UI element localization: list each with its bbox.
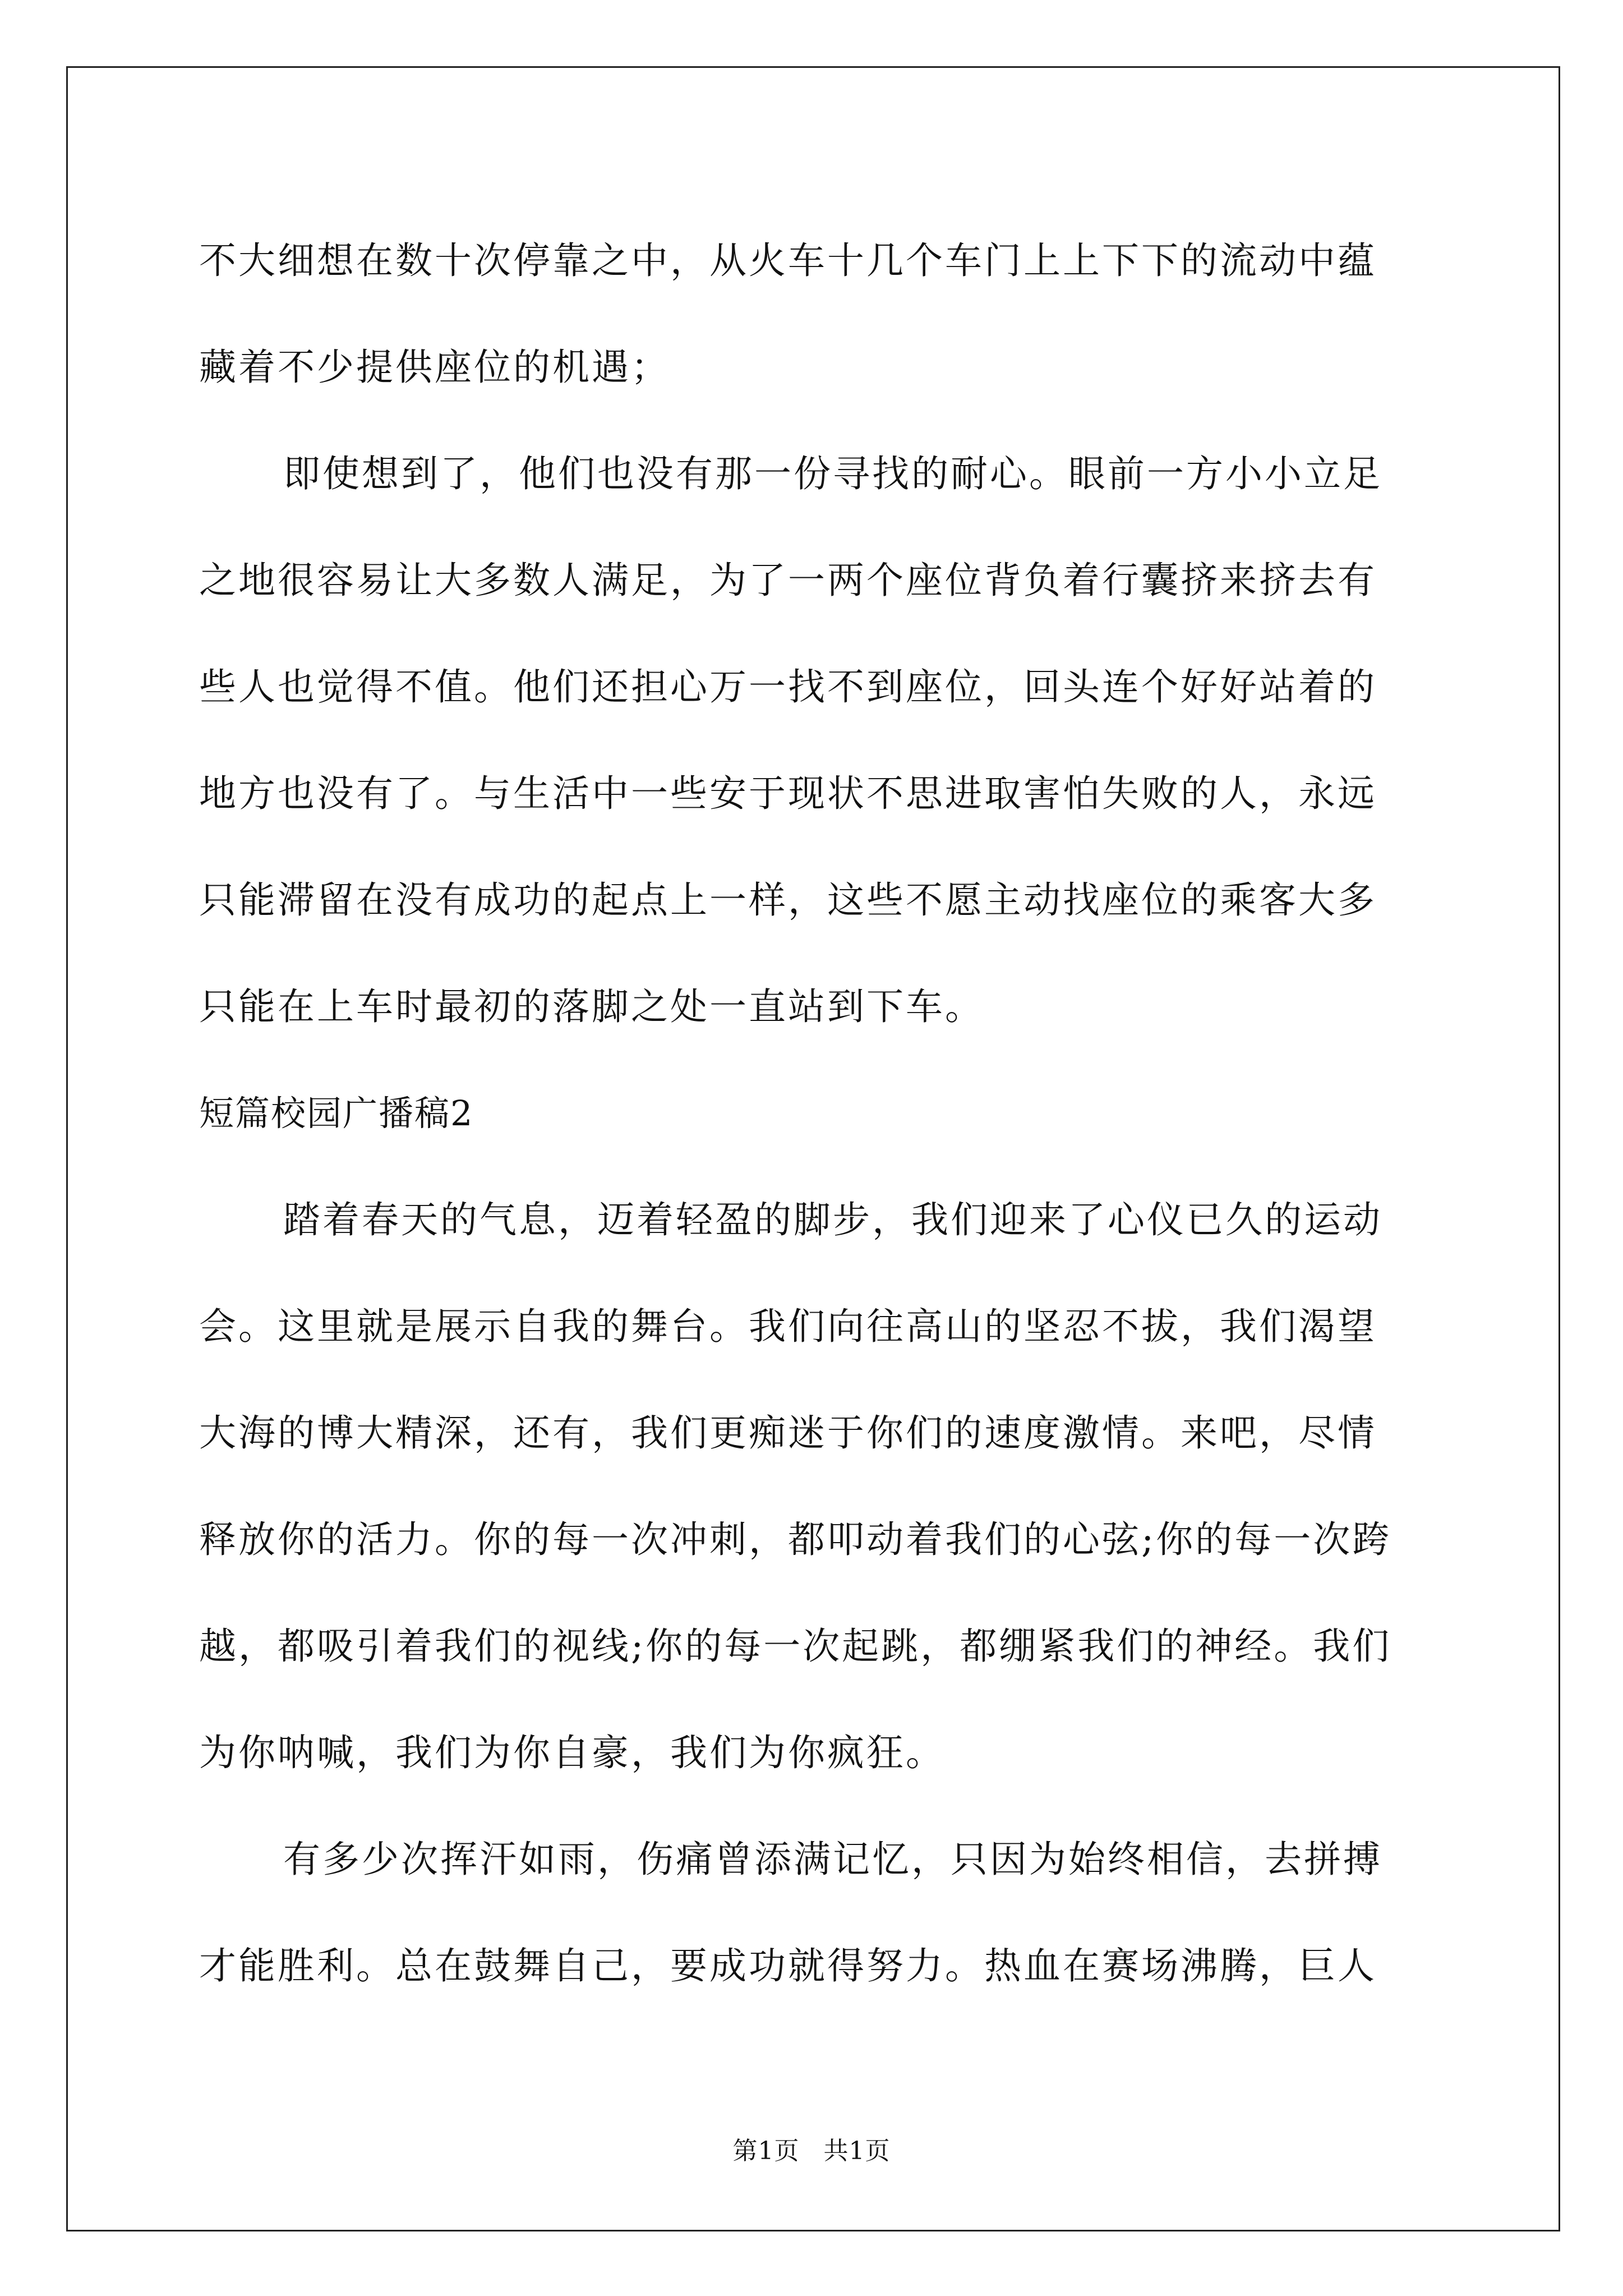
document-body xyxy=(199,208,1433,2019)
text-line: 大海的博大精深，还有，我们更痴迷于你们的速度激情。来吧，尽情 xyxy=(199,1411,1377,1455)
text-line: 只能滞留在没有成功的起点上一样，这些不愿主动找座位的乘客大多 xyxy=(199,878,1377,922)
text-line: 释放你的活力。你的每一次冲刺，都叩动着我们的心弦;你的每一次跨 xyxy=(199,1518,1392,1561)
text-line: 不大细想在数十次停靠之中，从火车十几个车门上上下下的流动中蕴 xyxy=(199,239,1377,282)
text-line: 为你呐喊，我们为你自豪，我们为你疯狂。 xyxy=(199,1731,945,1774)
text-line: 之地很容易让大多数人满足，为了一两个座位背负着行囊挤来挤去有 xyxy=(199,559,1377,602)
text-line: 越，都吸引着我们的视线;你的每一次起跳，都绷紧我们的神经。我们 xyxy=(199,1625,1392,1668)
text-line: 会。这里就是展示自我的舞台。我们向往高山的坚忍不拔，我们渴望 xyxy=(199,1305,1377,1348)
text-line: 踏着春天的气息，迈着轻盈的脚步，我们迎来了心仪已久的运动 xyxy=(283,1198,1382,1241)
text-line: 有多少次挥汗如雨，伤痛曾添满记忆，只因为始终相信，去拼搏 xyxy=(283,1838,1382,1881)
text-line: 地方也没有了。与生活中一些安于现状不思进取害怕失败的人，永远 xyxy=(199,772,1377,815)
page-number: 第1页 xyxy=(732,2137,800,2165)
page-footer xyxy=(0,2134,1623,2168)
text-line: 才能胜利。总在鼓舞自己，要成功就得努力。热血在赛场沸腾，巨人 xyxy=(199,1944,1377,1987)
text-line: 藏着不少提供座位的机遇； xyxy=(199,346,670,389)
text-line: 只能在上车时最初的落脚之处一直站到下车。 xyxy=(199,985,984,1028)
text-line: 些人也觉得不值。他们还担心万一找不到座位，回头连个好好站着的 xyxy=(199,665,1377,708)
page-total: 共1页 xyxy=(823,2137,891,2165)
text-line: 即使想到了，他们也没有那一份寻找的耐心。眼前一方小小立足 xyxy=(283,452,1382,495)
section-heading: 短篇校园广播稿2 xyxy=(199,1093,474,1134)
